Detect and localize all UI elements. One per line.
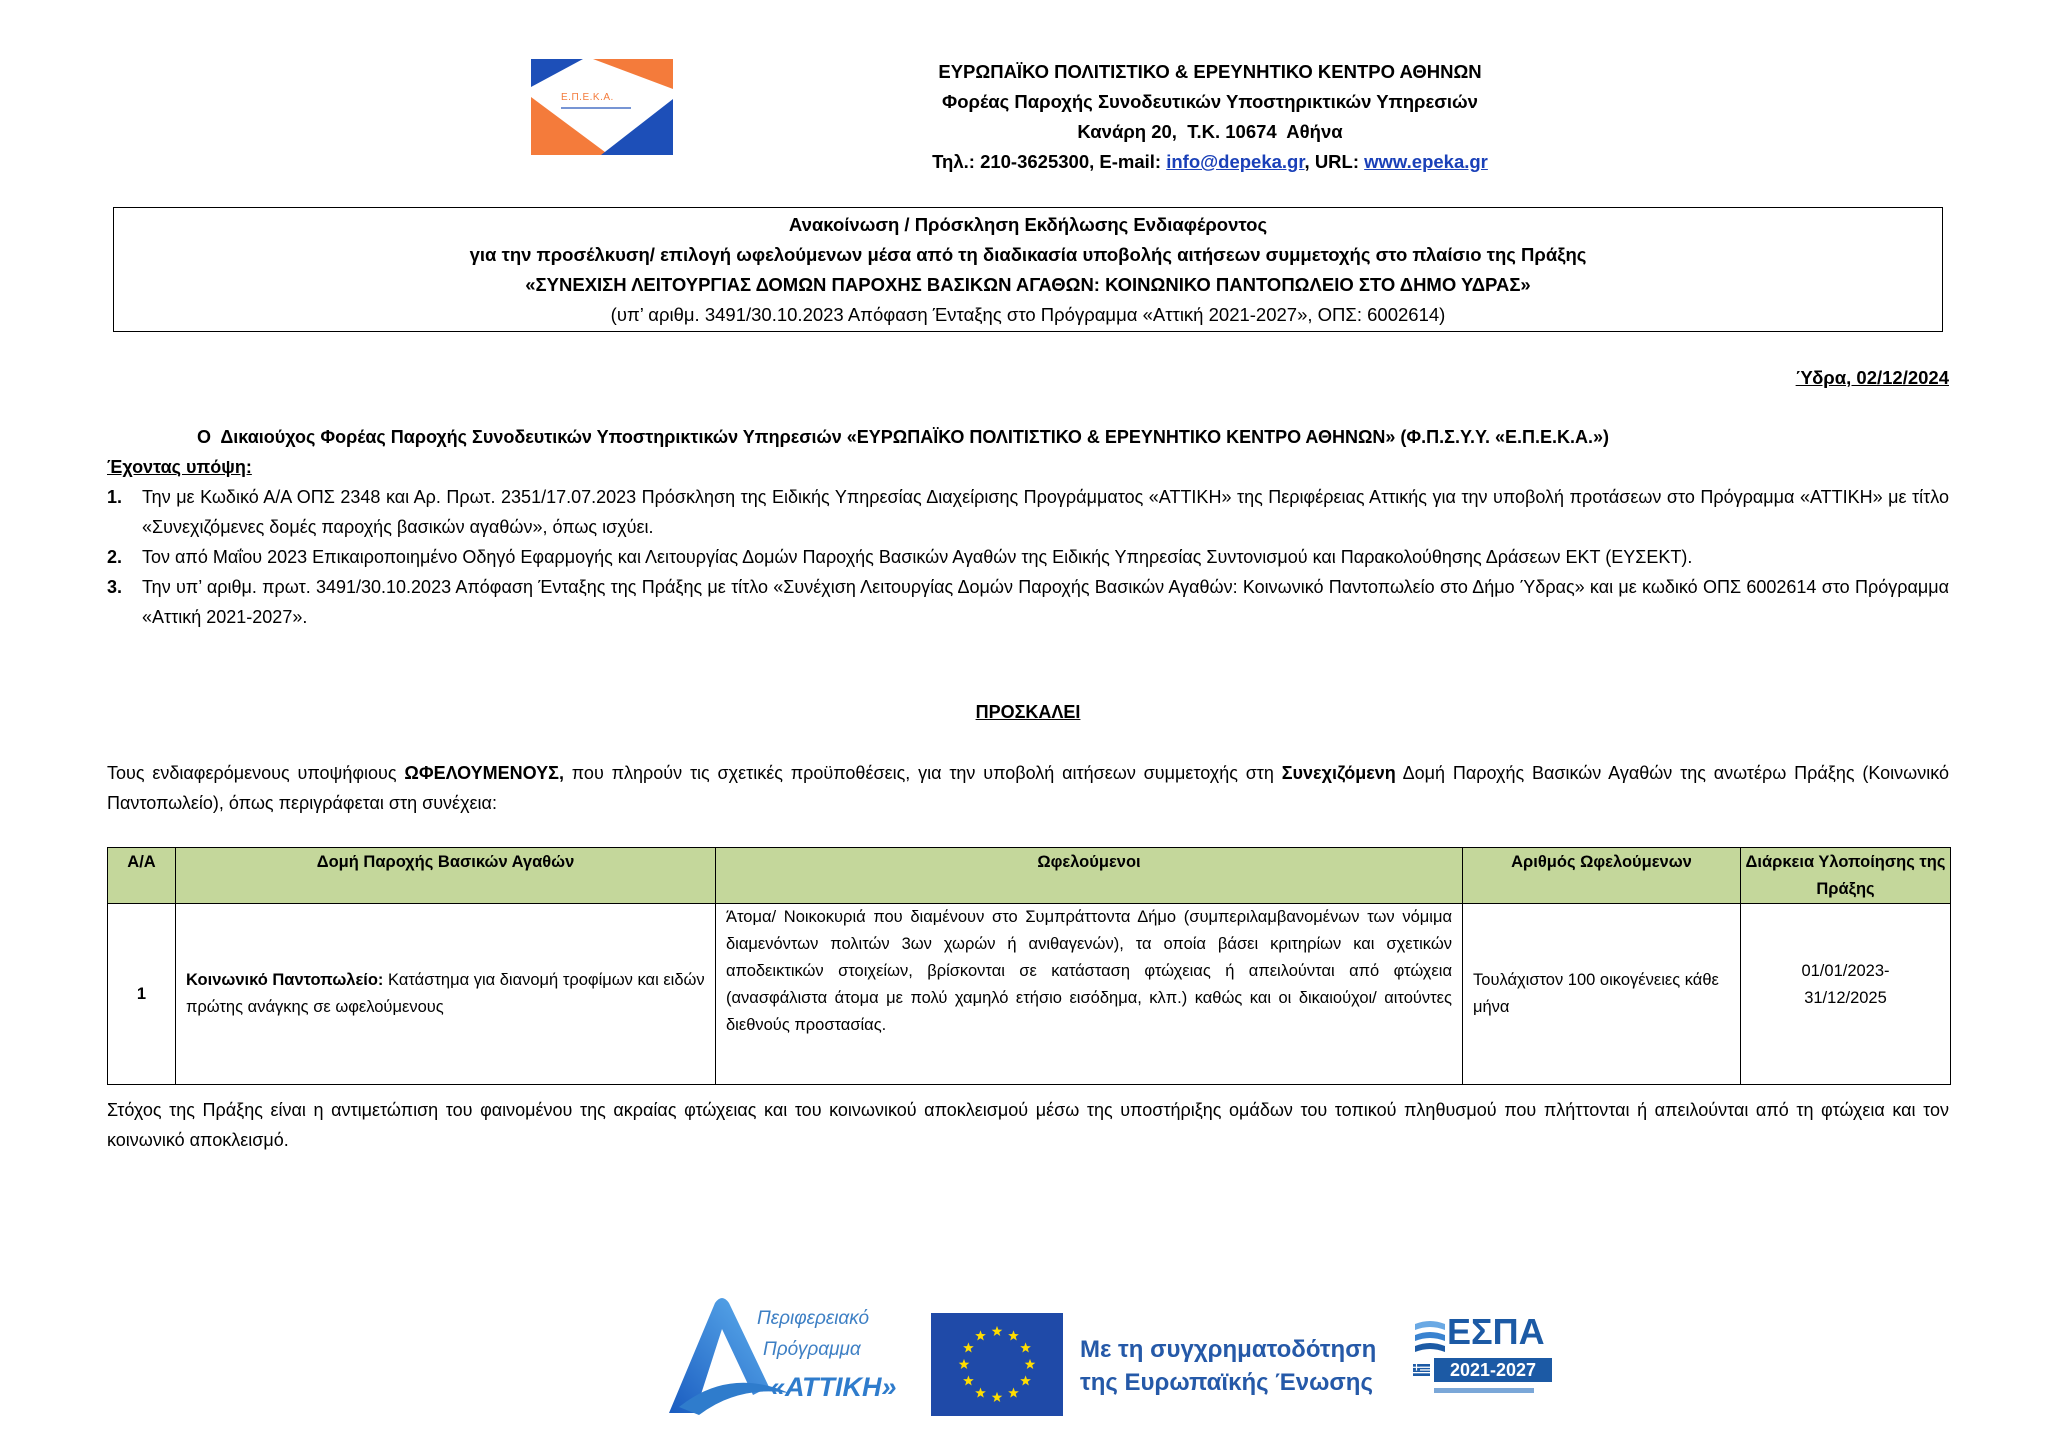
invitation-paragraph [107,758,1949,818]
epeka-logo-graphic [531,59,673,155]
header-duration: Διάρκεια Υλοποίησης της Πράξης [1741,848,1951,904]
espa-period: 2021-2027 [1434,1358,1552,1382]
eu-cofunding-line2: της Ευρωπαϊκής Ένωσης [1080,1369,1373,1396]
list-number: 3. [107,577,123,597]
list-item [107,482,1949,542]
list-text: Την με Κωδικό Α/Α ΟΠΣ 2348 και Αρ. Πρωτ. 2351/17.07.2023 Πρόσκληση της Ειδικής Υπηρεσίας Διαχείρισης Προγράμματος «ΑΤΤΙΚΗ» της Περιφέρειας Αττικής για την υποβολή προτάσεων στο Πρόγραμμα «ΑΤΤΙΚΗ» με τίτλο «Συνεχιζόμενες δομές παροχής βασικών αγαθών», όπως ισχύει. [142,487,1949,537]
espa-wave [1415,1332,1445,1341]
cell-beneficiaries: Άτομα/ Νοικοκυριά που διαμένουν στο Συμπράττοντα Δήμο (συμπεριλαμβανομένων των νόμιμα διαμενόντων πολιτών 3ων χωρών ή ανιθαγενών), τα οποία βάσει κριτηρίων και σχετικών αποδεικτικών στοιχείων, βρίσκονται σε κατάσταση φτώχειας ή απειλούνται από φτώχεια (ανασφάλιστα άτομα με πολύ χαμηλό ετήσιο εισόδημα, κλπ.) καθώς και οι δικαιούχοι/ αιτούντες διεθνούς προστασίας. [716,904,1463,1085]
espa-logo: ΕΣΠΑ [1447,1311,1545,1352]
program-label-line2: Πρόγραμμα [763,1339,861,1360]
structure-table [107,847,1951,1085]
espa-waves-icon [1413,1318,1447,1358]
eu-flag-graphic [931,1313,1063,1416]
structure-label: Κοινωνικό Παντοπωλείο: [186,971,384,989]
list-item [107,542,1949,572]
email-link[interactable]: info@depeka.gr [1166,151,1305,172]
header-count: Αριθμός Ωφελούμενων [1463,848,1741,904]
website-link[interactable]: www.epeka.gr [1364,151,1488,172]
header-structure: Δομή Παροχής Βασικών Αγαθών [176,848,716,904]
flag-cross [1413,1367,1420,1368]
announcement-action: «ΣΥΝΕΧΙΣΗ ΛΕΙΤΟΥΡΓΙΑΣ ΔΟΜΩΝ ΠΑΡΟΧΗΣ ΒΑΣΙΚΩΝ ΑΓΑΘΩΝ: ΚΟΙΝΩΝΙΚΟ ΠΑΝΤΟΠΩΛΕΙΟ ΣΤΟ ΔΗΜΟ ΥΔΡΑΣ» [525,274,1531,295]
invitation-text: που πληρούν τις σχετικές προϋποθέσεις, για την υποβολή αιτήσεων συμμετοχής στη [563,763,1282,783]
intro-paragraph: Ο Δικαιούχος Φορέας Παροχής Συνοδευτικών Υποστηρικτικών Υπηρεσιών «ΕΥΡΩΠΑΪΚΟ ΠΟΛΙΤΙΣΤΙΚΟ & ΕΡΕΥΝΗΤΙΚΟ ΚΕΝΤΡΟ ΑΘΗΝΩΝ» (Φ.Π.Σ.Υ.Υ. «Ε.Π.Ε.Κ.Α.») [197,427,1610,447]
list-item [107,572,1949,632]
duration-end: 31/12/2025 [1804,989,1887,1007]
invitation-text: Δομή Παροχής Βασικών Αγαθών της ανωτέρω Πράξης (Κοινωνικό Παντοπωλείο), όπως περιγράφεται στη συνέχεια: [107,763,1949,813]
announcement-subtitle: για την προσέλκυση/ επιλογή ωφελούμενων μέσα από τη διαδικασία υποβολής αιτήσεων συμμετοχής στο πλαίσιο της Πράξης [469,244,1587,265]
flag-stripe [1413,1372,1430,1373]
organisation-address: Κανάρη 20, Τ.Κ. 10674 Αθήνα [1077,121,1343,142]
announcement-title: Ανακοίνωση / Πρόσκληση Εκδήλωσης Ενδιαφέροντος [788,214,1268,235]
goal-paragraph: Στόχος της Πράξης είναι η αντιμετώπιση του φαινομένου της ακραίας φτώχειας και του κοινωνικού αποκλεισμού μέσω της υποστήριξης ομάδων του τοπικού πληθυσμού που πλήττονται ή απειλούνται από τη φτώχεια και τον κοινωνικό αποκλεισμό. [107,1100,1949,1150]
program-name: «ΑΤΤΙΚΗ» [770,1372,897,1402]
cell-duration [1741,904,1951,1085]
espa-wave [1415,1321,1445,1330]
considering-label: Έχοντας υπόψη: [107,457,252,477]
list-number: 1. [107,487,123,507]
announcement-reference: (υπ’ αριθμ. 3491/30.10.2023 Απόφαση Ένταξης στο Πρόγραμμα «Αττική 2021-2027», ΟΠΣ: 6002614) [610,304,1446,325]
organisation-contact [800,147,1620,177]
logo-text: Ε.Π.Ε.Κ.Α. [561,92,614,103]
considerations-section [107,422,1949,632]
table-row [108,904,1951,1085]
list-text: Την υπ’ αριθμ. πρωτ. 3491/30.10.2023 Απόφαση Ένταξης της Πράξης με τίτλο «Συνέχιση Λειτουργίας Δομών Παροχής Βασικών Αγαθών: Κοινωνικό Παντοπωλείο στο Δήμο Ύδρας» και με κωδικό ΟΠΣ 6002614 στο Πρόγραμμα «Αττική 2021-2027». [142,577,1949,627]
espa-waves-graphic [1413,1318,1447,1358]
contact-phone: Τηλ.: 210-3625300, E-mail: [932,151,1167,172]
contact-separator: , URL: [1304,151,1365,172]
program-label-line1: Περιφερειακό [757,1308,870,1329]
espa-wave [1415,1343,1445,1352]
organisation-header [800,57,1620,177]
list-text: Τον από Μαΐου 2023 Επικαιροποιημένο Οδηγό Εφαρμογής και Λειτουργίας Δομών Παροχής Βασικών Αγαθών της Ειδικής Υπηρεσίας Συντονισμού και Παρακολούθησης Δράσεων ΕΚΤ (ΕΥΣΕΚΤ). [142,547,1693,567]
eu-flag-icon [931,1313,1063,1416]
invite-heading: ΠΡΟΣΚΑΛΕΙ [975,702,1081,722]
greek-flag-graphic [1413,1364,1430,1376]
logo-tagline-line [561,107,631,109]
invitation-text: Τους ενδιαφερόμενους υποψήφιους [107,763,405,783]
cell-count: Τουλάχιστον 100 οικογένειες κάθε μήνα [1463,904,1741,1085]
greek-flag-icon [1413,1364,1430,1376]
cell-aa: 1 [108,904,176,1085]
announcement-box [113,207,1943,332]
table-header-row [108,848,1951,904]
duration-start: 01/01/2023- [1801,962,1890,980]
organisation-type: Φορέας Παροχής Συνοδευτικών Υποστηρικτικών Υπηρεσιών [942,91,1478,112]
epeka-logo [531,59,673,155]
eu-cofunding-text [1080,1333,1376,1399]
invitation-bold: ΩΦΕΛΟΥΜΕΝΟΥΣ, [404,763,564,783]
organisation-name: ΕΥΡΩΠΑΪΚΟ ΠΟΛΙΤΙΣΤΙΚΟ & ΕΡΕΥΝΗΤΙΚΟ ΚΕΝΤΡΟ ΑΘΗΝΩΝ [938,61,1482,82]
list-number: 2. [107,547,123,567]
eu-cofunding-line1: Με τη συγχρηματοδότηση [1080,1336,1377,1363]
cell-structure [176,904,716,1085]
structure-text: Κατάστημα για διανομή τροφίμων και ειδών πρώτης ανάγκης σε ωφελούμενους [186,971,705,1016]
header-aa: Α/Α [108,848,176,904]
document-date: Ύδρα, 02/12/2024 [1795,367,1949,388]
espa-underbar [1434,1388,1534,1393]
header-beneficiaries: Ωφελούμενοι [716,848,1463,904]
invitation-bold: Συνεχιζόμενη [1281,763,1396,783]
